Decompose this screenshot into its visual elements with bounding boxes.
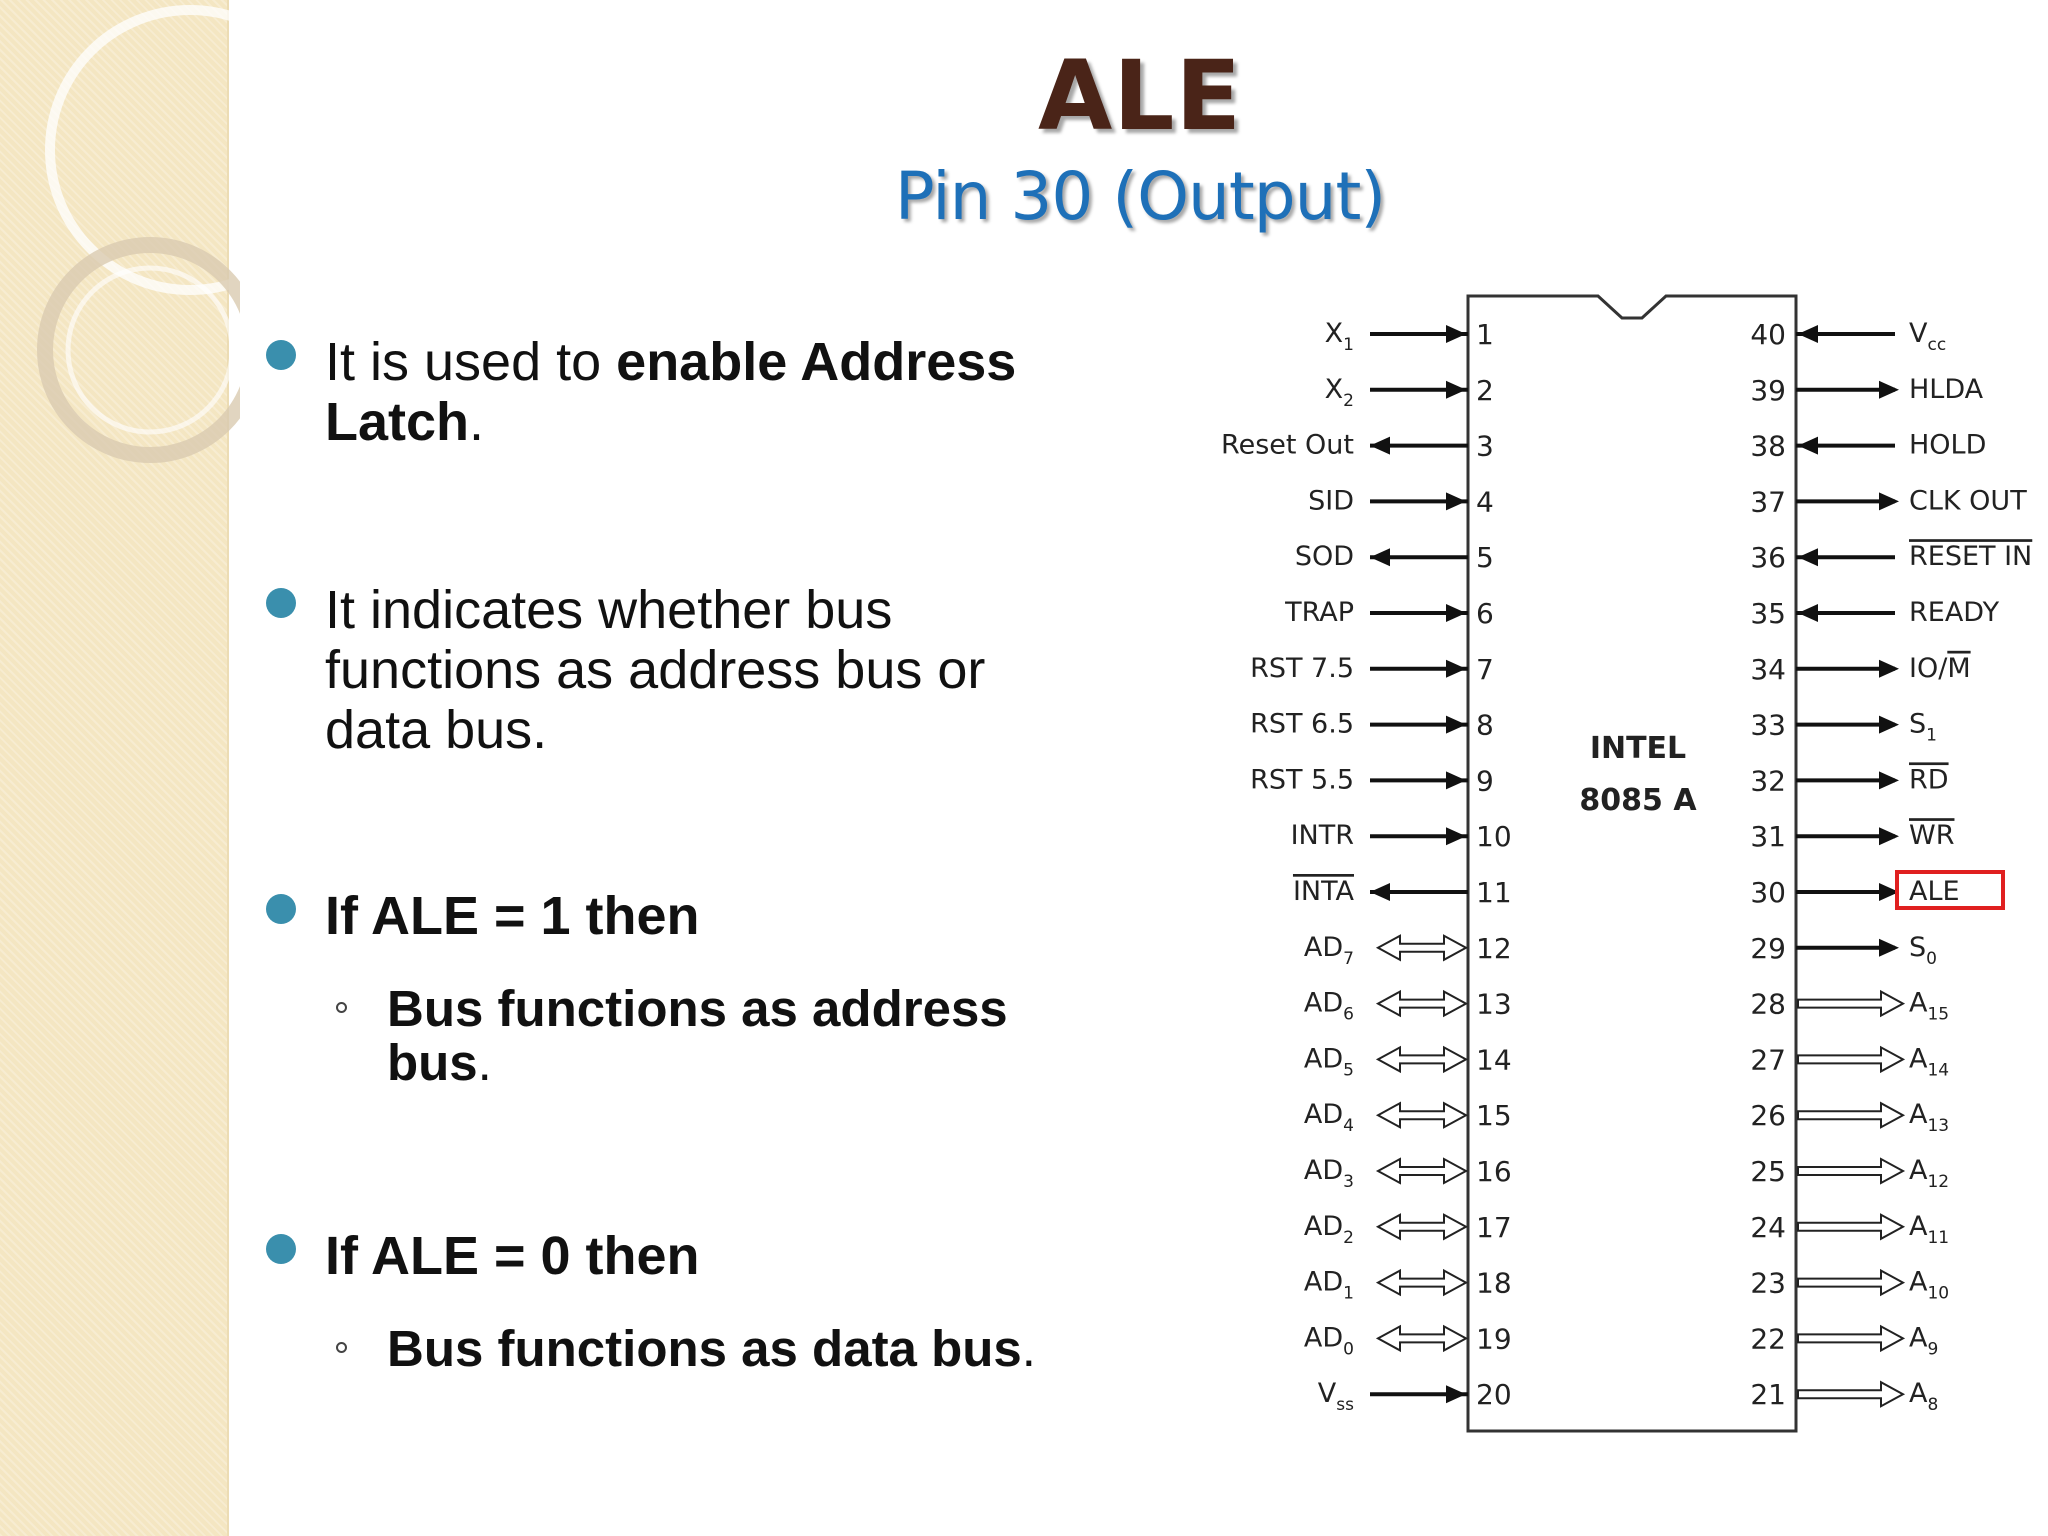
arrow-head xyxy=(1879,660,1899,678)
bullet-text-bold: If ALE = 1 then xyxy=(325,886,700,946)
sub-text-bold: Bus functions as address bus xyxy=(387,980,1008,1091)
bus-arrow xyxy=(1378,992,1466,1016)
bus-arrow xyxy=(1798,1047,1903,1071)
bullet-marker xyxy=(266,1234,296,1264)
pin-row xyxy=(1304,988,1512,1025)
sub-bullet-address-bus xyxy=(387,982,1087,1090)
pin-label xyxy=(1304,1267,1354,1304)
pin-number: 21 xyxy=(1750,1378,1786,1412)
pin-label-part: A xyxy=(1909,1210,1928,1242)
pin-number: 4 xyxy=(1476,485,1494,519)
pin-number: 39 xyxy=(1750,373,1786,407)
bullet-marker xyxy=(266,340,296,370)
pin-label-subscript: 9 xyxy=(1927,1339,1939,1360)
arrow-head xyxy=(1446,1385,1466,1403)
pin-label xyxy=(1909,932,1937,969)
bus-arrow xyxy=(1378,1103,1466,1127)
pin-label xyxy=(1250,764,1354,795)
pin-label-subscript: 6 xyxy=(1343,1004,1354,1025)
pin-label xyxy=(1318,1378,1354,1415)
pin-row xyxy=(1750,988,1949,1025)
bullet-text-bold: If ALE = 0 then xyxy=(325,1226,700,1286)
pin-label xyxy=(1909,1155,1949,1192)
pin-label-part: A xyxy=(1909,987,1928,1019)
bullet-bus-function: It indicates whether bus functions as address bus or data bus. xyxy=(325,580,986,760)
bullet-text-part: . xyxy=(469,392,485,452)
pin-label xyxy=(1909,820,1954,851)
bus-arrow xyxy=(1798,1326,1903,1350)
pin-row xyxy=(1750,820,1954,853)
pin-label xyxy=(1304,1155,1354,1192)
pin-number: 11 xyxy=(1476,876,1512,909)
pin-label-part: RST 7.5 xyxy=(1250,652,1354,684)
pin-row xyxy=(1750,374,1983,407)
pin-label xyxy=(1304,932,1354,969)
pin-number: 25 xyxy=(1750,1155,1786,1188)
arrow-head xyxy=(1879,492,1899,510)
pin-label xyxy=(1304,988,1354,1025)
pin-label xyxy=(1325,318,1354,355)
pin-number: 29 xyxy=(1750,931,1786,965)
pin-label-part: ALE xyxy=(1909,876,1960,907)
pin-label-subscript: 0 xyxy=(1343,1339,1354,1360)
pin-label-part: SOD xyxy=(1294,541,1354,573)
pin-label-subscript: 12 xyxy=(1927,1172,1950,1192)
pin-row xyxy=(1221,430,1494,463)
pin-label-subscript: cc xyxy=(1927,335,1947,355)
pin-number: 3 xyxy=(1476,429,1494,463)
pin-number: 16 xyxy=(1476,1155,1512,1188)
pin-label xyxy=(1293,876,1355,907)
pin-label-subscript: ss xyxy=(1336,1395,1354,1416)
pin-label-part: RD xyxy=(1909,764,1949,796)
bullet-marker xyxy=(266,894,296,924)
pin-diagram xyxy=(1180,280,2040,1450)
pin-number: 10 xyxy=(1476,820,1512,854)
pin-label xyxy=(1909,709,1937,746)
pin-row xyxy=(1304,1099,1512,1136)
pin-label-part: RST 5.5 xyxy=(1250,764,1354,796)
bullet-ale-one xyxy=(325,886,1165,946)
pin-label-part: V xyxy=(1909,318,1928,349)
pin-row xyxy=(1750,932,1937,969)
pin-number: 23 xyxy=(1750,1266,1786,1300)
pin-label-part: AD xyxy=(1303,931,1344,963)
pin-row xyxy=(1750,318,1946,355)
pin-number: 27 xyxy=(1750,1043,1786,1077)
pin-number: 38 xyxy=(1750,429,1786,463)
pin-row xyxy=(1250,653,1494,686)
pin-label-part: AD xyxy=(1303,987,1344,1019)
sub-text-part: . xyxy=(1021,1320,1036,1377)
pin-number: 40 xyxy=(1750,318,1786,351)
pin-row xyxy=(1308,485,1494,518)
pin-number: 9 xyxy=(1476,764,1494,798)
pin-label-part: HOLD xyxy=(1909,429,1987,461)
pin-number: 31 xyxy=(1750,820,1786,854)
pin-row xyxy=(1293,876,1512,909)
pin-label xyxy=(1295,541,1354,572)
pin-label-part: INTA xyxy=(1292,876,1354,907)
pin-label-part: A xyxy=(1909,1322,1928,1354)
pin-label-part: CLK OUT xyxy=(1909,485,2027,517)
pin-number: 14 xyxy=(1476,1043,1512,1077)
pin-row xyxy=(1750,430,1986,463)
pin-label-part: AD xyxy=(1303,1266,1344,1298)
pin-number: 28 xyxy=(1750,987,1786,1021)
sub-bullet-data-bus xyxy=(387,1322,1167,1376)
pin-row xyxy=(1304,1043,1512,1080)
pin-row xyxy=(1750,653,1970,686)
pin-label-subscript: 0 xyxy=(1926,948,1937,969)
arrow-head xyxy=(1798,548,1818,566)
slide-subtitle: Pin 30 (Output) xyxy=(894,158,1386,235)
pin-label xyxy=(1909,876,1960,907)
pin-number: 24 xyxy=(1750,1210,1786,1244)
pin-number: 26 xyxy=(1750,1099,1786,1133)
pin-number: 13 xyxy=(1476,987,1512,1021)
bus-arrow xyxy=(1378,1271,1466,1295)
pin-number: 19 xyxy=(1476,1322,1512,1356)
pin-number: 36 xyxy=(1750,541,1786,575)
pin-label-part: S xyxy=(1909,708,1927,740)
pin-label xyxy=(1284,597,1354,628)
pin-label xyxy=(1304,1322,1354,1359)
arrow-head xyxy=(1446,827,1466,845)
pin-label-part: IO/ xyxy=(1909,652,1948,684)
pin-number: 18 xyxy=(1476,1266,1512,1300)
pin-label-part: RESET IN xyxy=(1909,541,2033,573)
pin-label xyxy=(1909,1378,1938,1415)
pin-label-subscript: 1 xyxy=(1343,335,1354,355)
pin-label-part: V xyxy=(1317,1378,1337,1410)
pin-number: 2 xyxy=(1476,373,1494,407)
pin-label xyxy=(1909,485,2027,516)
pin-label xyxy=(1909,374,1984,405)
sub-text-part: . xyxy=(477,1034,492,1091)
arrow-head xyxy=(1446,381,1466,399)
pin-label-part: S xyxy=(1909,931,1927,963)
arrow-head xyxy=(1879,381,1899,399)
pin-label-part: SID xyxy=(1308,485,1354,517)
arrow-head xyxy=(1798,604,1818,622)
bus-arrow xyxy=(1378,936,1466,960)
arrow-head xyxy=(1446,716,1466,734)
pin-label xyxy=(1304,1099,1354,1136)
pin-label xyxy=(1909,1322,1938,1359)
pin-label-part: WR xyxy=(1909,820,1955,852)
pin-label-part: A xyxy=(1909,1155,1928,1186)
pin-label-part: M xyxy=(1947,652,1971,684)
pin-label-part: A xyxy=(1909,1099,1928,1131)
bullet-ale-zero xyxy=(325,1226,1165,1286)
pin-row xyxy=(1291,820,1512,853)
pin-label-subscript: 1 xyxy=(1343,1283,1354,1304)
pin-row xyxy=(1304,1155,1512,1192)
pin-number: 20 xyxy=(1476,1378,1512,1412)
pin-row xyxy=(1750,1378,1938,1415)
arrow-head xyxy=(1370,883,1390,901)
bus-arrow xyxy=(1378,1326,1466,1350)
chip-model: 8085 A xyxy=(1579,783,1697,818)
arrow-head xyxy=(1879,827,1899,845)
pin-row xyxy=(1750,1267,1949,1304)
pin-label-part: A xyxy=(1909,1378,1928,1410)
pin-row xyxy=(1250,709,1494,742)
bus-arrow xyxy=(1798,1103,1903,1127)
pin-label xyxy=(1909,541,2032,572)
pin-row xyxy=(1750,1155,1949,1192)
bus-arrow xyxy=(1798,1159,1903,1183)
pin-label-subscript: 14 xyxy=(1927,1060,1950,1081)
pin-label-part: A xyxy=(1909,1266,1928,1298)
pin-number: 6 xyxy=(1476,597,1494,630)
pin-label-part: Reset Out xyxy=(1221,429,1354,461)
bus-arrow xyxy=(1378,1159,1466,1183)
pin-number: 17 xyxy=(1476,1210,1512,1244)
arrow-head xyxy=(1798,437,1818,455)
pin-label-part: A xyxy=(1909,1043,1928,1075)
pin-label xyxy=(1909,1267,1949,1304)
pin-row xyxy=(1295,541,1494,574)
pin-label xyxy=(1250,653,1354,684)
pin-label-part: X xyxy=(1324,318,1344,349)
pin-label xyxy=(1291,820,1354,851)
bullet-marker xyxy=(266,588,296,618)
pin-label-subscript: 15 xyxy=(1927,1004,1950,1025)
pin-label xyxy=(1909,653,1971,684)
arrow-head xyxy=(1798,325,1818,343)
pin-label xyxy=(1909,318,1946,355)
pin-number: 1 xyxy=(1476,318,1494,351)
pin-number: 22 xyxy=(1750,1322,1786,1356)
pin-row xyxy=(1750,709,1937,746)
pin-number: 35 xyxy=(1750,597,1786,630)
bus-arrow xyxy=(1798,1271,1903,1295)
pin-label xyxy=(1304,1211,1354,1248)
pin-label-part: RST 6.5 xyxy=(1250,708,1354,740)
pin-label xyxy=(1909,1043,1949,1080)
pin-row xyxy=(1750,1043,1949,1080)
arrow-head xyxy=(1879,771,1899,789)
pin-number: 5 xyxy=(1476,541,1494,575)
pin-number: 32 xyxy=(1750,764,1786,798)
pin-label xyxy=(1909,988,1949,1025)
pin-label-part: X xyxy=(1324,373,1344,405)
pin-row xyxy=(1304,1211,1512,1248)
bus-arrow xyxy=(1378,1047,1466,1071)
chip-outline xyxy=(1468,296,1796,1431)
pin-label-subscript: 2 xyxy=(1343,1227,1354,1248)
pin-row xyxy=(1250,764,1494,797)
pin-label-subscript: 8 xyxy=(1927,1395,1939,1416)
pin-row xyxy=(1750,764,1948,797)
pin-number: 12 xyxy=(1476,931,1512,965)
pin-label-part: INTR xyxy=(1290,820,1354,852)
pin-row xyxy=(1284,597,1494,630)
slide-title: ALE xyxy=(1037,40,1243,152)
pin-label-part: AD xyxy=(1303,1155,1344,1186)
bullet-text-bold: enable Address Latch xyxy=(325,332,1017,452)
pin-label-subscript: 3 xyxy=(1343,1172,1354,1192)
arrow-head xyxy=(1370,548,1390,566)
pin-label-part: TRAP xyxy=(1285,597,1354,628)
pin-label xyxy=(1909,430,1986,461)
pin-row xyxy=(1750,1322,1938,1359)
pin-label xyxy=(1909,1211,1949,1248)
chip-body xyxy=(1468,296,1796,1431)
pin-row xyxy=(1304,1267,1512,1304)
pin-row xyxy=(1304,932,1512,969)
chip-name: INTEL xyxy=(1589,731,1687,766)
arrow-head xyxy=(1446,660,1466,678)
bus-arrow xyxy=(1378,1215,1466,1239)
pin-label xyxy=(1909,1099,1949,1136)
bus-arrow xyxy=(1798,1215,1903,1239)
bullet-text-part: It is used to xyxy=(325,332,617,392)
pin-row xyxy=(1304,1322,1512,1359)
pin-label xyxy=(1221,430,1354,461)
pin-number: 7 xyxy=(1476,652,1494,686)
pin-label xyxy=(1909,764,1949,795)
pin-number: 34 xyxy=(1750,652,1786,686)
pin-number: 37 xyxy=(1750,485,1786,519)
arrow-head xyxy=(1446,325,1466,343)
pin-row xyxy=(1750,1211,1949,1248)
pin-label-part: AD xyxy=(1303,1322,1344,1354)
arrow-head xyxy=(1446,604,1466,622)
bullet-enable-latch xyxy=(325,332,1165,452)
bus-arrow xyxy=(1798,1382,1903,1406)
arrow-head xyxy=(1446,492,1466,510)
pin-label xyxy=(1304,1043,1354,1080)
pin-label-part: HLDA xyxy=(1909,373,1984,405)
pin-label-subscript: 13 xyxy=(1927,1116,1950,1137)
pin-label-part: AD xyxy=(1303,1043,1344,1075)
pin-label-subscript: 10 xyxy=(1927,1283,1950,1304)
pin-label-subscript: 7 xyxy=(1343,948,1354,969)
pin-label-part: AD xyxy=(1303,1099,1344,1131)
pin-number: 15 xyxy=(1476,1099,1512,1133)
pin-label-subscript: 5 xyxy=(1343,1060,1354,1081)
pin-label-subscript: 2 xyxy=(1343,390,1354,411)
pin-number: 33 xyxy=(1750,708,1786,742)
sub-text-bold: Bus functions as data bus xyxy=(387,1320,1022,1377)
pin-label-subscript: 1 xyxy=(1926,725,1937,746)
pin-row xyxy=(1318,1378,1512,1415)
pin-number: 30 xyxy=(1750,876,1786,909)
sub-bullet-marker xyxy=(336,1342,347,1353)
sub-bullet-marker xyxy=(336,1002,347,1013)
pin-label-part: READY xyxy=(1909,597,2000,628)
arrow-head xyxy=(1446,771,1466,789)
arrow-head xyxy=(1370,437,1390,455)
pin-number: 8 xyxy=(1476,708,1494,742)
arrow-head xyxy=(1879,716,1899,734)
pin-label-subscript: 11 xyxy=(1927,1227,1950,1248)
pin-label xyxy=(1909,597,2000,628)
arrow-head xyxy=(1879,939,1899,957)
pin-label-part: AD xyxy=(1303,1210,1344,1242)
pin-label xyxy=(1308,485,1354,516)
bus-arrow xyxy=(1798,992,1903,1016)
pin-label xyxy=(1250,709,1354,740)
pin-row xyxy=(1750,1099,1949,1136)
pin-label-subscript: 4 xyxy=(1343,1116,1354,1137)
pin-label xyxy=(1325,374,1354,411)
